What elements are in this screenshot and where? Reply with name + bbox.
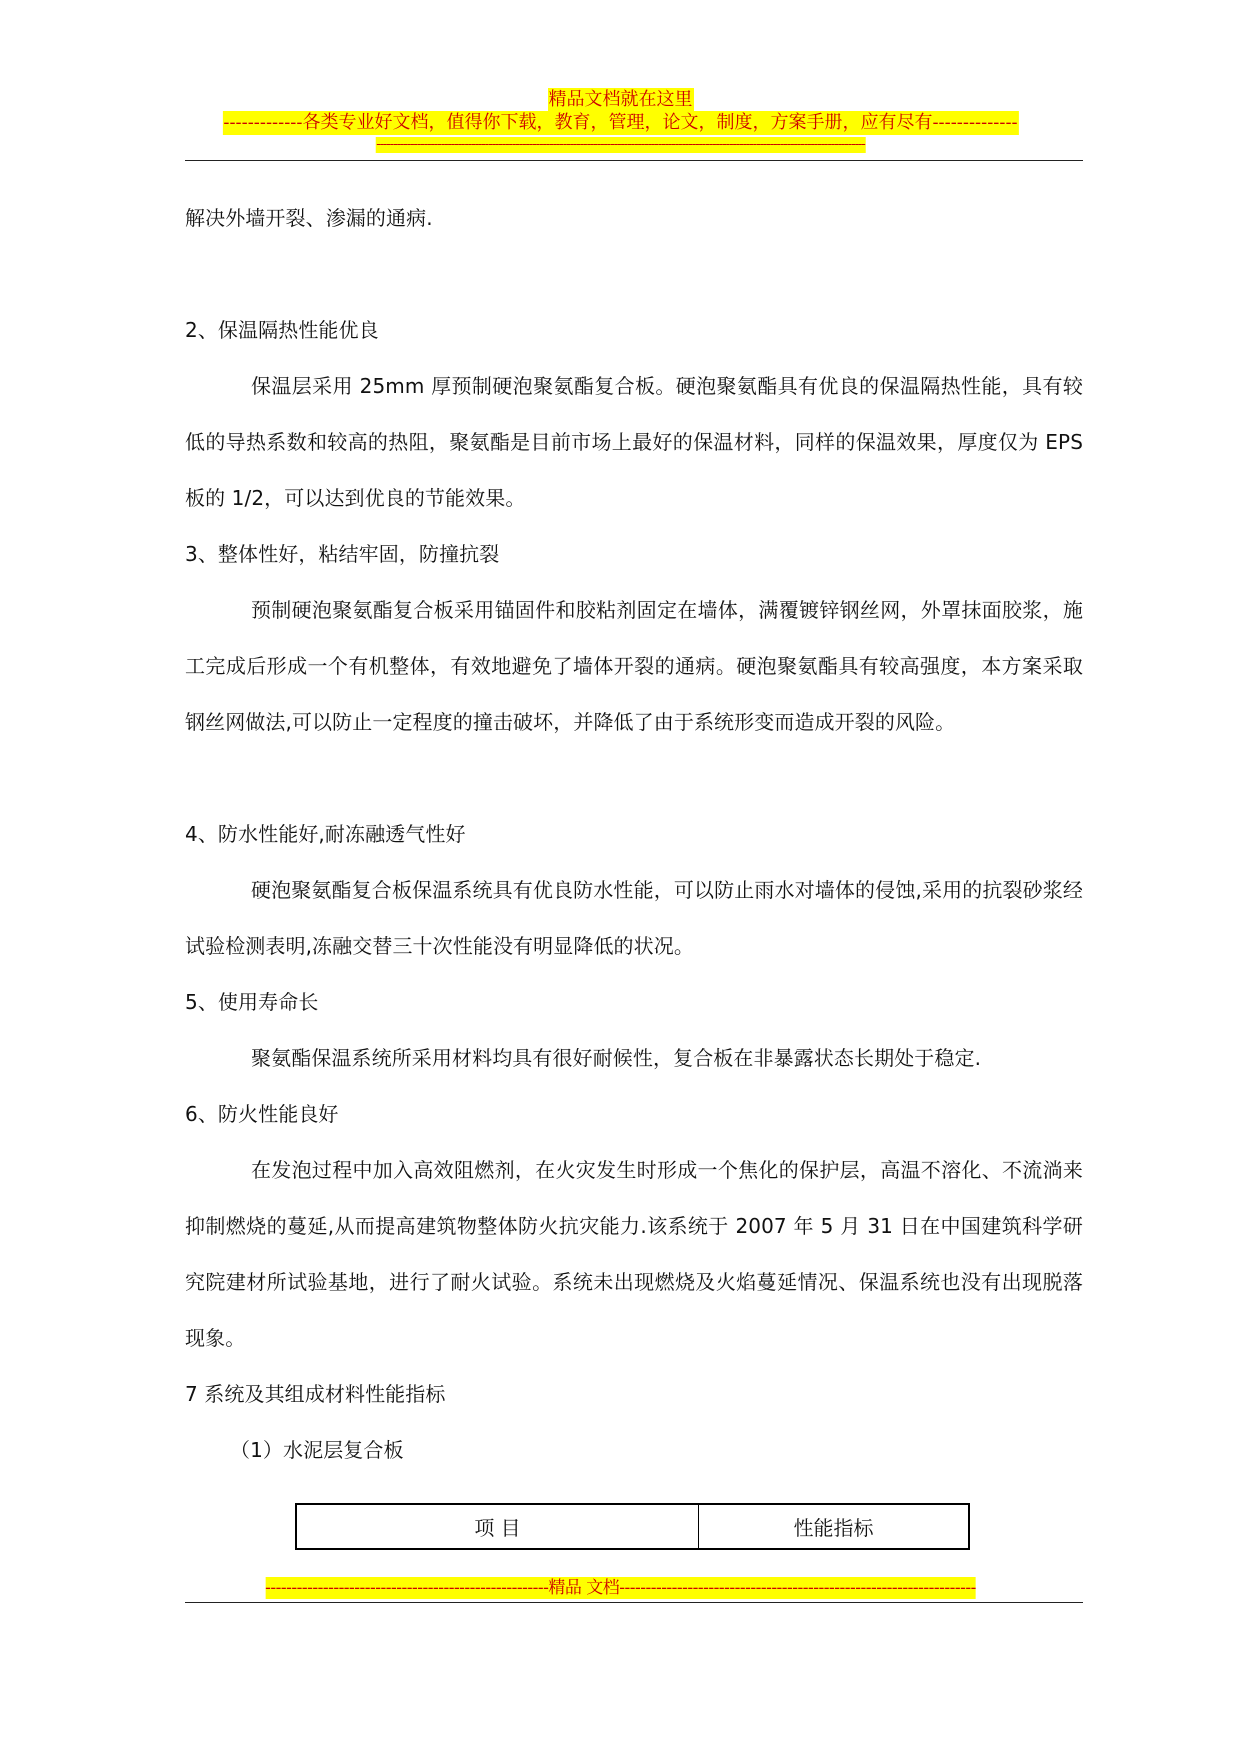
paragraph-3: 预制硬泡聚氨酯复合板采用锚固件和胶粘剂固定在墙体，满覆镀锌钢丝网，外罩抹面胶浆，施工完成后形成一个有机整体，有效地避免了墙体开裂的通病。硬泡聚氨酯具有较高强度，本方案采取钢丝网做法,可以防止一定程度的撞击破坏，并降低了由于系统形变而造成开裂的风险。	[185, 598, 1083, 734]
footer-rule	[185, 1602, 1083, 1603]
heading-2: 2、保温隔热性能优良	[185, 318, 379, 342]
table-header-spec: 性能指标	[793, 1516, 874, 1540]
header-tagline: -------------各类专业好文档，值得你下载，教育，管理，论文，制度，方案手册，应有尽有--------------	[223, 112, 1018, 133]
spec-table-header	[295, 1503, 970, 1550]
heading-3: 3、整体性好，粘结牢固，防撞抗裂	[185, 542, 500, 566]
paragraph-0: 解决外墙开裂、渗漏的通病.	[185, 206, 433, 230]
paragraph-5: 聚氨酯保温系统所采用材料均具有很好耐候性，复合板在非暴露状态长期处于稳定.	[251, 1046, 982, 1070]
heading-5: 5、使用寿命长	[185, 990, 319, 1014]
heading-4: 4、防水性能好,耐冻融透气性好	[185, 822, 466, 846]
header-title: 精品文档就在这里	[548, 89, 693, 110]
header-dash-line: ------------------------------------------------------------------------------------------------------------------------------------------------	[376, 137, 865, 152]
paragraph-2: 保温层采用 25mm 厚预制硬泡聚氨酯复合板。硬泡聚氨酯具有优良的保温隔热性能，具有较低的导热系数和较高的热阻，聚氨酯是目前市场上最好的保温材料，同样的保温效果，厚度仅为 EPS 板的 1/2，可以达到优良的节能效果。	[185, 374, 1083, 510]
heading-7: 7 系统及其组成材料性能指标	[185, 1382, 446, 1406]
heading-7-1: （1）水泥层复合板	[230, 1438, 404, 1462]
paragraph-6: 在发泡过程中加入高效阻燃剂，在火灾发生时形成一个焦化的保护层，高温不溶化、不流淌来抑制燃烧的蔓延,从而提高建筑物整体防火抗灾能力.该系统于 2007 年 5 月 31 日在中国建筑科学研究院建材所试验基地，进行了耐火试验。系统未出现燃烧及火焰蔓延情况、保温系统也没有出现脱落现象。	[185, 1158, 1083, 1350]
paragraph-4: 硬泡聚氨酯复合板保温系统具有优良防水性能，可以防止雨水对墙体的侵蚀,采用的抗裂砂浆经试验检测表明,冻融交替三十次性能没有明显降低的状况。	[185, 878, 1083, 958]
header-rule	[185, 160, 1083, 161]
table-header-item: 项 目	[297, 1505, 699, 1548]
footer-banner: ------------------------------------------------------精品 文档--------------------------------------------------------------------	[265, 1578, 976, 1598]
heading-6: 6、防火性能良好	[185, 1102, 339, 1126]
